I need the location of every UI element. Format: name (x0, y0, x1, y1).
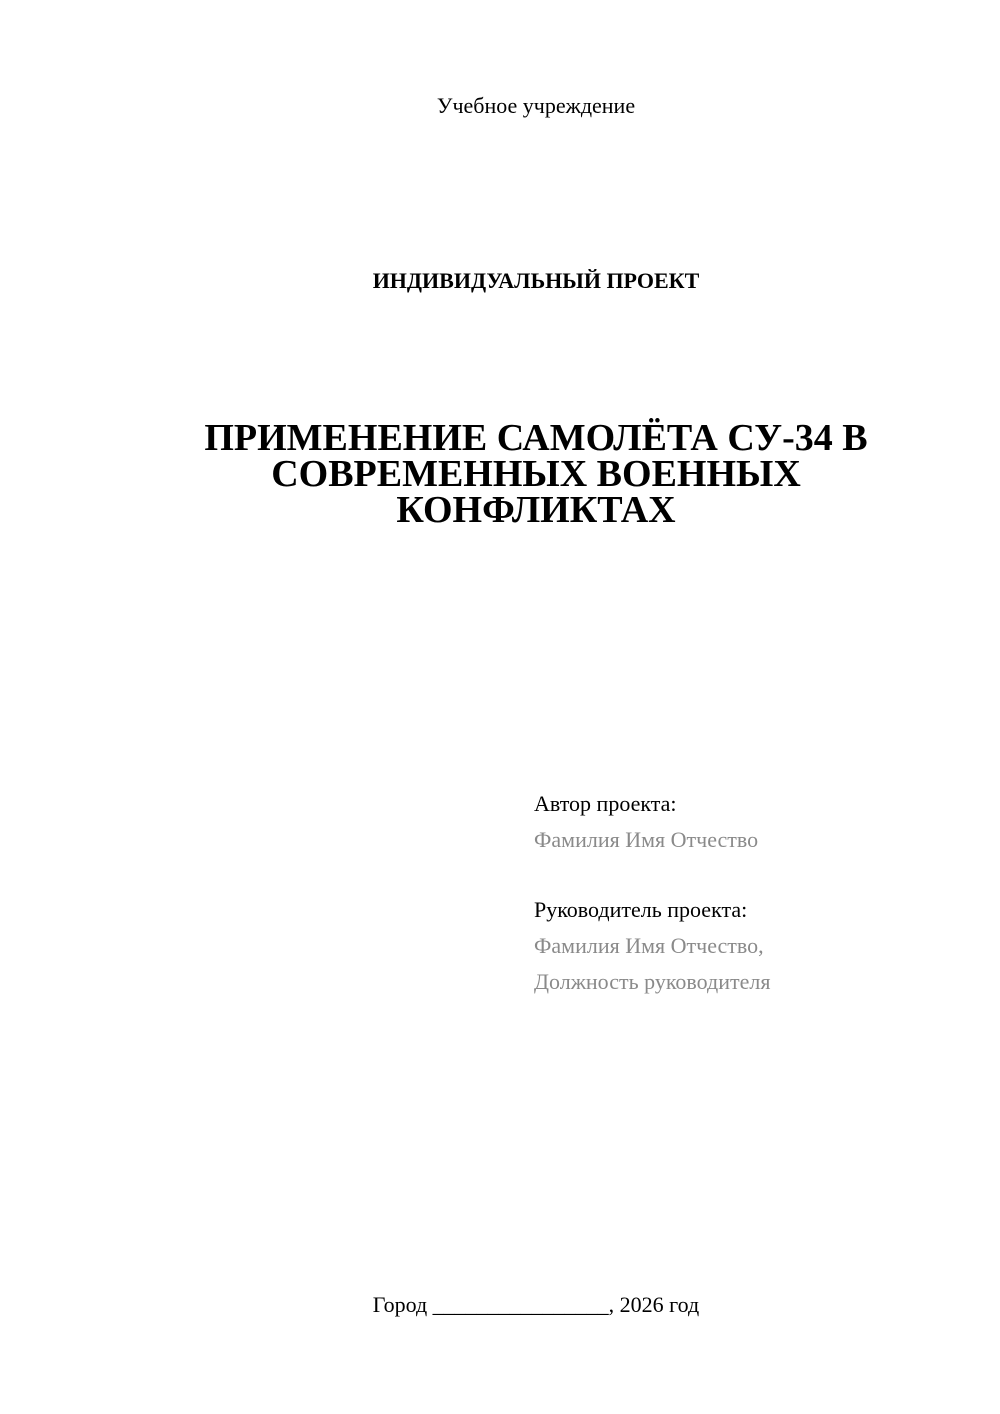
project-title-line-3: КОНФЛИКТАХ (396, 489, 676, 531)
supervisor-label: Руководитель проекта: (534, 897, 748, 922)
author-label: Автор проекта: (534, 791, 677, 816)
supervisor-position: Должность руководителя (534, 969, 771, 994)
project-title-line-2: СОВРЕМЕННЫХ ВОЕННЫХ (271, 453, 801, 495)
city-year-line: Город ________________, 2026 год (372, 1292, 700, 1317)
institution-name: Учебное учреждение (436, 93, 636, 118)
author-block (534, 786, 974, 858)
supervisor-block (534, 892, 974, 1000)
project-title (150, 417, 922, 531)
author-name: Фамилия Имя Отчество (534, 827, 759, 852)
project-title-line-1: ПРИМЕНЕНИЕ САМОЛЁТА СУ-34 В (204, 417, 868, 459)
document-type: ИНДИВИДУАЛЬНЫЙ ПРОЕКТ (372, 268, 700, 293)
supervisor-name: Фамилия Имя Отчество, (534, 933, 764, 958)
